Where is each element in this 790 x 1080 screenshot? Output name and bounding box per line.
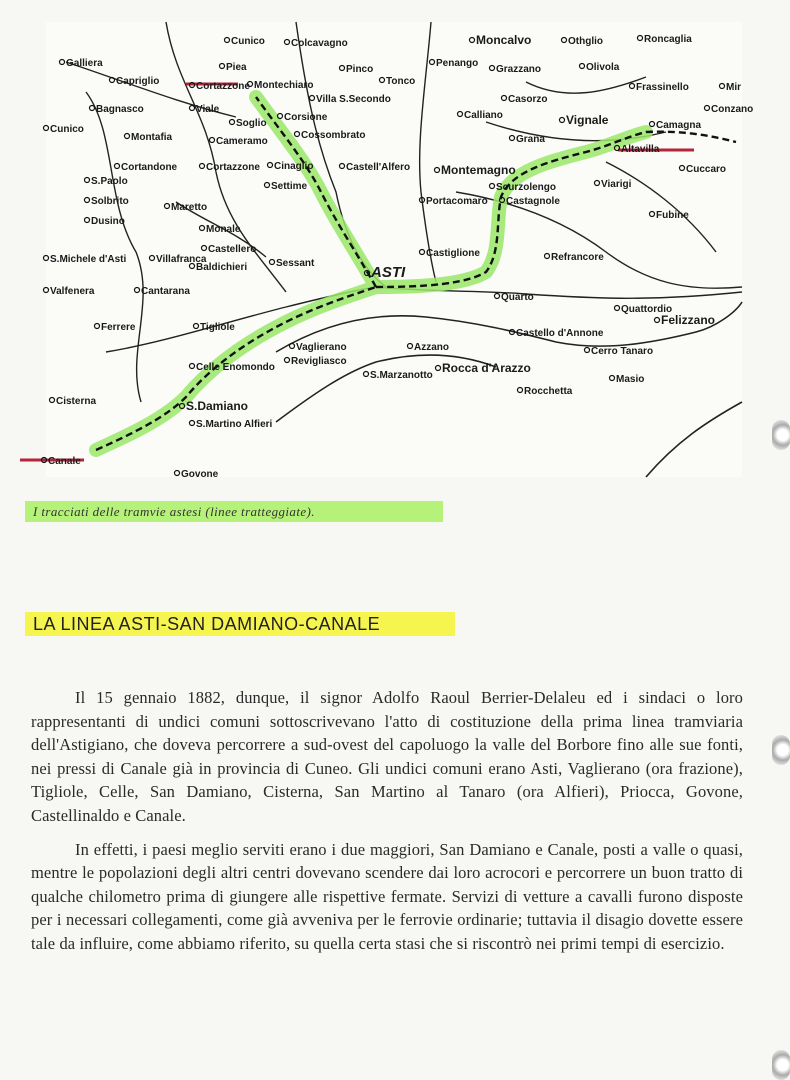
town-label: Masio bbox=[616, 374, 645, 385]
town-label: Revigliasco bbox=[291, 356, 347, 367]
town-label: Viale bbox=[196, 104, 220, 115]
town-marker bbox=[655, 318, 660, 323]
binder-ring-3 bbox=[772, 1050, 790, 1080]
town-label: Vignale bbox=[566, 113, 609, 127]
town-marker bbox=[490, 66, 495, 71]
town-label: Viarigi bbox=[601, 179, 632, 190]
town-label: Grazzano bbox=[496, 64, 542, 75]
town-label: Casorzo bbox=[508, 94, 548, 105]
town-label: Ferrere bbox=[101, 322, 136, 333]
town-label: Cunico bbox=[50, 124, 84, 135]
town-label: Valfenera bbox=[50, 286, 95, 297]
town-marker bbox=[165, 204, 170, 209]
town-label: S.Paolo bbox=[91, 176, 128, 187]
town-label: Sessant bbox=[276, 258, 315, 269]
town-label: Cerro Tanaro bbox=[591, 346, 654, 357]
town-marker bbox=[650, 212, 655, 217]
town-marker bbox=[585, 348, 590, 353]
town-marker bbox=[310, 96, 315, 101]
town-label: ASTI bbox=[371, 264, 406, 281]
binder-ring-1 bbox=[772, 420, 790, 450]
town-marker bbox=[490, 184, 495, 189]
town-label: Tigliole bbox=[200, 322, 235, 333]
town-label: Maretto bbox=[171, 202, 208, 213]
binder-ring-2 bbox=[772, 735, 790, 765]
town-marker bbox=[630, 84, 635, 89]
town-marker bbox=[44, 288, 49, 293]
town-marker bbox=[430, 60, 435, 65]
town-label: Quattordio bbox=[621, 304, 673, 315]
town-marker bbox=[85, 178, 90, 183]
town-marker bbox=[115, 164, 120, 169]
town-marker bbox=[380, 78, 385, 83]
town-label: Montafia bbox=[131, 132, 173, 143]
town-label: Castello d'Annone bbox=[516, 328, 604, 339]
town-marker bbox=[285, 358, 290, 363]
article-body bbox=[31, 686, 743, 966]
town-label: Cossombrato bbox=[301, 130, 366, 141]
town-marker bbox=[408, 344, 413, 349]
paragraph-1: Il 15 gennaio 1882, dunque, il signor Adolfo Raoul Berrier-Delaleu ed i sindaci o loro rappresentanti di undici comuni sottoscrivevano l'atto di costituzione della prima linea tramviaria dell'Astigiano, che doveva percorrere a sud-ovest del capoluogo la valle del Borbore fino alle sue fonti, nei pressi di Canale già in provincia di Cuneo. Gli undici comuni erano Asti, Vaglierano (ora frazione), Tigliole, Celle, San Damiano, Cisterna, San Martino al Tanaro (ora Alfieri), Priocca, Govone, Castellinaldo e Canale. bbox=[31, 688, 743, 825]
map-caption: I tracciati delle tramvie astesi (linee tratteggiate). bbox=[25, 501, 443, 522]
town-labels bbox=[42, 33, 754, 480]
town-label: Fubine bbox=[656, 210, 689, 221]
town-marker bbox=[595, 181, 600, 186]
town-label: Corsione bbox=[284, 112, 328, 123]
town-marker bbox=[95, 324, 100, 329]
town-marker bbox=[50, 398, 55, 403]
town-label: Cortazzone bbox=[196, 81, 250, 92]
town-marker bbox=[580, 64, 585, 69]
paragraph-2: In effetti, i paesi meglio serviti erano i due maggiori, San Damiano e Canale, posti a valle o quasi, mentre le popolazioni degli altri centri dovevano scendere dai loro acrocori e percorrere un buon tratto di qualche chilometro prima di giungere alle rispettive fermate. Servizi di vetture a cavalli furono disposte per i necessari collegamenti, come già avveniva per le ferrovie ordinarie; tuttavia il disagio dovette essere tale da influire, come abbiamo riferito, su quella certa stasi che si riscontrò nei primi tempi di esercizio. bbox=[31, 839, 743, 953]
town-marker bbox=[200, 164, 205, 169]
town-marker bbox=[194, 324, 199, 329]
town-marker bbox=[190, 421, 195, 426]
town-label: Vaglierano bbox=[296, 342, 347, 353]
town-marker bbox=[340, 164, 345, 169]
town-label: S.Michele d'Asti bbox=[50, 254, 127, 265]
town-label: Moncalvo bbox=[476, 33, 532, 47]
town-marker bbox=[220, 64, 225, 69]
town-marker bbox=[90, 106, 95, 111]
town-label: Castellero bbox=[208, 244, 257, 255]
town-label: Dusino bbox=[91, 216, 125, 227]
town-label: Monale bbox=[206, 224, 241, 235]
town-label: Tonco bbox=[386, 76, 416, 87]
town-marker bbox=[175, 471, 180, 476]
town-label: Bagnasco bbox=[96, 104, 144, 115]
town-label: S.Marzanotto bbox=[370, 370, 433, 381]
town-marker bbox=[270, 260, 275, 265]
town-label: Olivola bbox=[586, 62, 620, 73]
town-marker bbox=[85, 198, 90, 203]
town-label: Rocca d'Arazzo bbox=[442, 361, 531, 375]
town-marker bbox=[560, 118, 565, 123]
town-label: Cisterna bbox=[56, 396, 97, 407]
town-label: Govone bbox=[181, 469, 219, 480]
town-marker bbox=[290, 344, 295, 349]
town-marker bbox=[135, 288, 140, 293]
town-marker bbox=[518, 388, 523, 393]
town-label: Cunico bbox=[231, 36, 265, 47]
town-marker bbox=[85, 218, 90, 223]
town-label: Azzano bbox=[414, 342, 449, 353]
town-label: Scurzolengo bbox=[496, 182, 557, 193]
town-marker bbox=[458, 112, 463, 117]
town-marker bbox=[435, 168, 440, 173]
town-marker bbox=[705, 106, 710, 111]
town-marker bbox=[470, 38, 475, 43]
town-label: Pinco bbox=[346, 64, 374, 75]
town-label: Piea bbox=[226, 62, 247, 73]
town-marker bbox=[268, 163, 273, 168]
town-label: Capriglio bbox=[116, 76, 160, 87]
town-marker bbox=[610, 376, 615, 381]
town-marker bbox=[420, 250, 425, 255]
town-label: Roncaglia bbox=[644, 34, 692, 45]
town-marker bbox=[265, 183, 270, 188]
town-marker bbox=[44, 126, 49, 131]
town-label: Conzano bbox=[711, 104, 754, 115]
town-marker bbox=[720, 84, 725, 89]
map-figure bbox=[46, 22, 754, 480]
town-marker bbox=[225, 38, 230, 43]
town-label: Quarto bbox=[501, 292, 534, 303]
town-label: Camagna bbox=[656, 120, 702, 131]
town-label: Castell'Alfero bbox=[346, 162, 411, 173]
town-label: Soglio bbox=[236, 118, 267, 129]
town-label: S.Martino Alfieri bbox=[196, 419, 273, 430]
town-label: Castagnole bbox=[506, 196, 560, 207]
town-label: Colcavagno bbox=[291, 38, 348, 49]
town-label: Frassinello bbox=[636, 82, 689, 93]
town-label: Rocchetta bbox=[524, 386, 573, 397]
town-label: Othglio bbox=[568, 36, 603, 47]
town-label: Penango bbox=[436, 58, 479, 69]
town-label: Villafranca bbox=[156, 254, 207, 265]
town-label: S.Damiano bbox=[186, 399, 249, 413]
town-marker bbox=[210, 138, 215, 143]
town-label: Galliera bbox=[66, 58, 103, 69]
town-marker bbox=[364, 372, 369, 377]
town-marker bbox=[295, 132, 300, 137]
town-marker bbox=[562, 38, 567, 43]
town-label: Montechiaro bbox=[254, 80, 314, 91]
town-marker bbox=[125, 134, 130, 139]
town-label: Cantarana bbox=[141, 286, 190, 297]
town-marker bbox=[200, 226, 205, 231]
town-label: Celle Enomondo bbox=[196, 362, 275, 373]
town-label: Grana bbox=[516, 134, 545, 145]
town-marker bbox=[545, 254, 550, 259]
town-marker bbox=[60, 60, 65, 65]
town-label: Cinaglio bbox=[274, 161, 314, 172]
town-label: Cameramo bbox=[216, 136, 268, 147]
town-marker bbox=[202, 246, 207, 251]
town-marker bbox=[230, 120, 235, 125]
town-marker bbox=[680, 166, 685, 171]
town-marker bbox=[190, 364, 195, 369]
town-marker bbox=[436, 366, 441, 371]
town-label: Canale bbox=[48, 456, 81, 467]
town-label: Cuccaro bbox=[686, 164, 727, 175]
town-marker bbox=[150, 256, 155, 261]
town-marker bbox=[638, 36, 643, 41]
town-label: Refrancore bbox=[551, 252, 604, 263]
town-label: Felizzano bbox=[661, 313, 716, 327]
town-marker bbox=[615, 306, 620, 311]
tramway-map bbox=[46, 22, 754, 480]
town-label: Mir bbox=[726, 82, 741, 93]
town-marker bbox=[502, 96, 507, 101]
river bbox=[276, 302, 742, 477]
town-marker bbox=[190, 106, 195, 111]
town-marker bbox=[495, 294, 500, 299]
town-label: Villa S.Secondo bbox=[316, 94, 391, 105]
town-label: Calliano bbox=[464, 110, 503, 121]
town-label: Altavilla bbox=[621, 144, 660, 155]
town-label: Settime bbox=[271, 181, 308, 192]
town-marker bbox=[44, 256, 49, 261]
town-label: Solbrito bbox=[91, 196, 129, 207]
town-marker bbox=[510, 136, 515, 141]
town-label: Castiglione bbox=[426, 248, 480, 259]
town-marker bbox=[340, 66, 345, 71]
town-marker bbox=[285, 40, 290, 45]
town-label: Portacomaro bbox=[426, 196, 488, 207]
town-label: Baldichieri bbox=[196, 262, 248, 273]
town-label: Cortandone bbox=[121, 162, 178, 173]
town-marker bbox=[650, 122, 655, 127]
section-title: LA LINEA ASTI-SAN DAMIANO-CANALE bbox=[25, 612, 455, 636]
town-label: Cortazzone bbox=[206, 162, 260, 173]
town-label: Montemagno bbox=[441, 163, 516, 177]
